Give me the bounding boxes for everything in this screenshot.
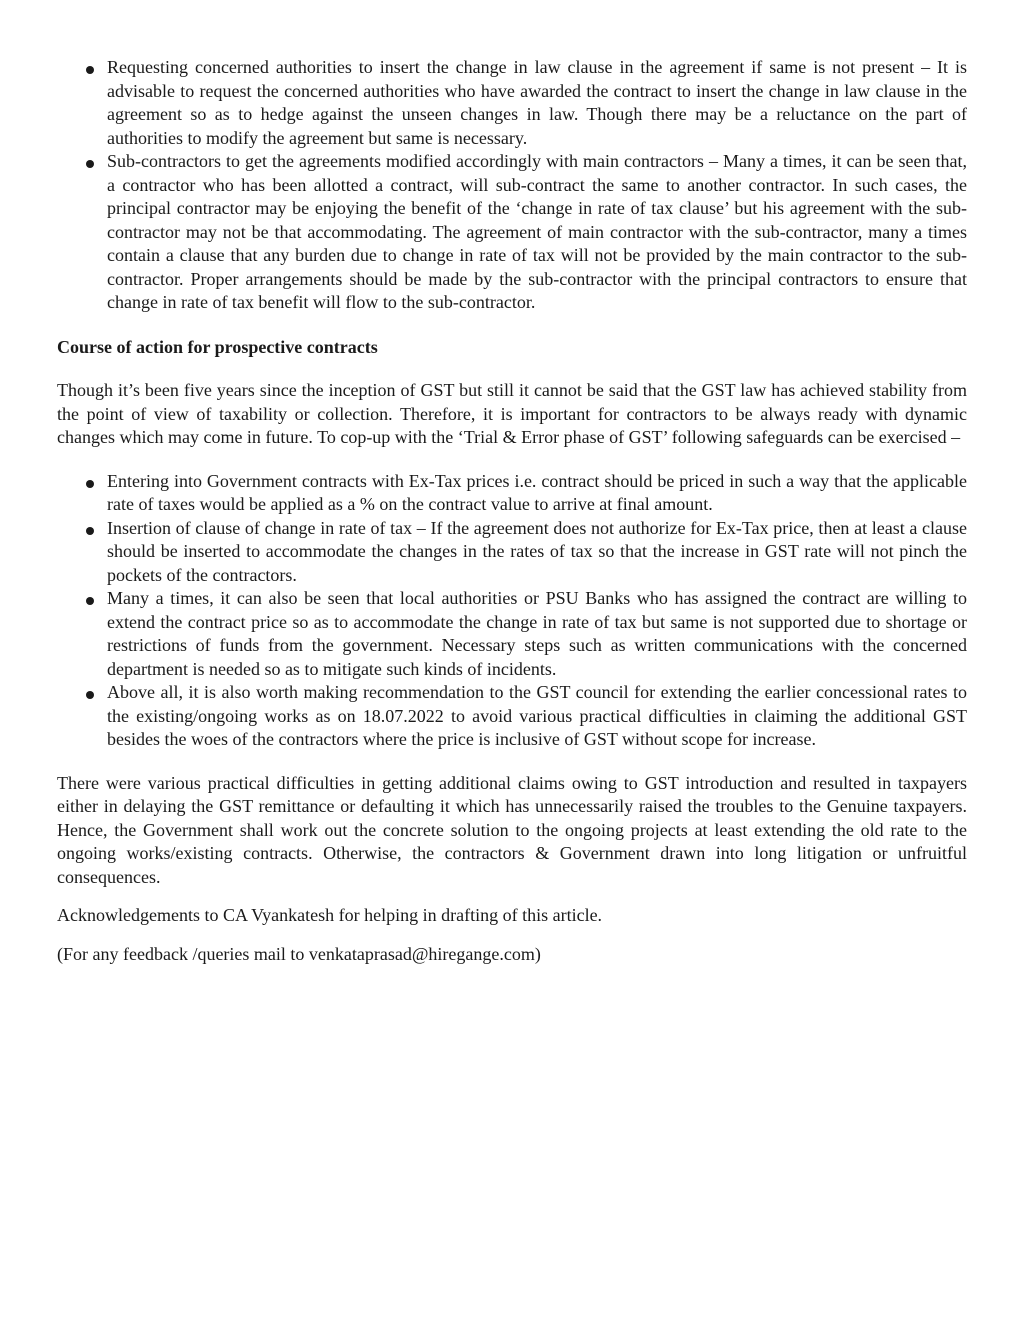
list-item xyxy=(57,681,967,752)
list-item xyxy=(57,150,967,315)
bullet-dot-icon xyxy=(86,597,94,605)
bullet-dot-icon xyxy=(86,527,94,535)
bullet-dot-icon xyxy=(86,66,94,74)
list-item xyxy=(57,56,967,150)
intro-paragraph: Though it’s been five years since the inception of GST but still it cannot be said that the GST law has achieved stability from the point of view of taxability or collection. Therefore, it is important for contractors to be always ready with dynamic changes which may come in future. To cop-up with the ‘Trial & Error phase of GST’ following safeguards can be exercised – xyxy=(57,380,967,447)
list-item xyxy=(57,517,967,588)
bullet-list-contract-measures xyxy=(57,56,967,315)
bullet-dot-icon xyxy=(86,160,94,168)
list-item-text: Insertion of clause of change in rate of tax – If the agreement does not authorize for Ex-Tax price, then at least a clause should be inserted to accommodate the changes in the rates of tax so that the increase in GST rate will not pinch the pockets of the contractors. xyxy=(107,517,967,585)
list-item xyxy=(57,470,967,517)
list-item-text: Many a times, it can also be seen that local authorities or PSU Banks who has assigned the contract are willing to extend the contract price so as to accommodate the change in rate of tax but same is not supported due to shortage or restrictions of funds from the government. Necessary steps such as written communications with the concerned department is needed so as to mitigate such kinds of incidents. xyxy=(107,588,967,679)
conclusion-paragraph: There were various practical difficulties in getting additional claims owing to GST introduction and resulted in taxpayers either in delaying the GST remittance or defaulting it which has unnecessarily raised the troubles to the Genuine taxpayers. Hence, the Government shall work out the concrete solution to the ongoing projects at least extending the old rate to the ongoing works/existing contracts. Otherwise, the contractors & Government drawn into long litigation or unfruitful consequences. xyxy=(57,772,967,887)
list-item-text: Requesting concerned authorities to insert the change in law clause in the agreement if same is not present – It is advisable to request the concerned authorities who have awarded the contract to insert the change in law clause in the agreement so as to hedge against the unseen changes in law. Though there may be a reluctance on the part of authorities to modify the agreement but same is necessary. xyxy=(107,57,967,148)
section-heading: Course of action for prospective contracts xyxy=(57,336,378,357)
bullet-list-safeguards xyxy=(57,470,967,752)
list-item-text: Above all, it is also worth making recommendation to the GST council for extending the earlier concessional rates to the existing/ongoing works as on 18.07.2022 to avoid various practical difficulties in claiming the additional GST besides the woes of the contractors where the price is inclusive of GST without scope for increase. xyxy=(107,682,967,749)
list-item-text: Entering into Government contracts with Ex-Tax prices i.e. contract should be priced in such a way that the applicable rate of taxes would be applied as a % on the contract value to arrive at final amount. xyxy=(107,470,967,514)
feedback-text: (For any feedback /queries mail to venkataprasad@hiregange.com) xyxy=(57,943,541,964)
bullet-dot-icon xyxy=(86,691,94,699)
bullet-dot-icon xyxy=(86,480,94,488)
acknowledgement-text: Acknowledgements to CA Vyankatesh for helping in drafting of this article. xyxy=(57,905,603,925)
list-item xyxy=(57,587,967,681)
list-item-text: Sub-contractors to get the agreements modified accordingly with main contractors – Many a times, it can be seen that, a contractor who has been allotted a contract, will sub-contract the same to another contractor. In such cases, the principal contractor may be enjoying the benefit of the ‘change in rate of tax clause’ but his agreement with the sub-contractor may not be that accommodating. The agreement of main contractor with the sub-contractor, many a times contain a clause that any burden due to change in rate of tax will not be provided by the main contractor to the sub-contractor. Proper arrangements should be made by the sub-contractor with the principal contractors to ensure that change in rate of tax benefit will flow to the sub-contractor. xyxy=(107,151,967,312)
